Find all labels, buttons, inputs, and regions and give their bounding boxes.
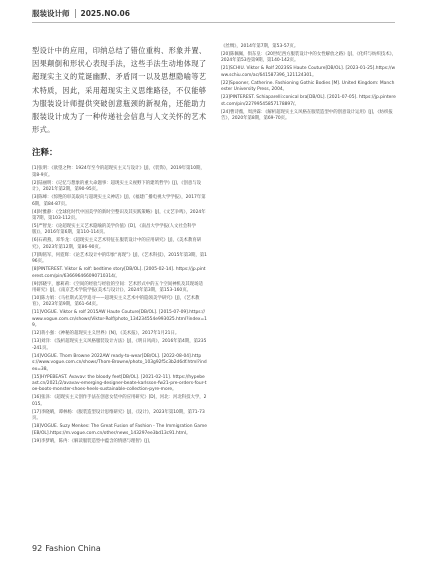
right-column (221, 44, 397, 124)
page-header (32, 6, 130, 20)
page-footer (32, 544, 101, 553)
reference-item: [12]蒋小强：《神秘的超现实主义世界》[N]，《美术报》，2017年1月21日。 (32, 331, 180, 337)
reference-item: [23]PINTEREST. Schiaparelli:conical bra[DB/OL]. [2021-07-05]. https://jp.pinterest.com/pin/22799545857178897/。 (221, 95, 396, 107)
reference-item: [10]陈力娟：《马杜斯式美学追寻——超现实主义艺术中的隐领美学研究》[J]，《艺术教育》，2023年第9期，第61-64页。 (32, 296, 200, 308)
body-paragraph: 型设计中的应用，印纳总结了错位重构、形象并置、因果颠倒和形状心表现手法，这些手法生动地体现了超现实主义的荒诞幽默、矛盾同一以及思想隐喻等艺术特质，因此，采用超现实主义思维路径，不仅能够为服装设计师提供突破创意瓶颈的新视角，还能助力服装设计成为了一种传递社会信息与人文关怀的艺术形式。 (32, 46, 207, 135)
reference-item: [22]Spooner, Catherine. Fashioning Gothic Bodies [M]. United Kingdom: Manchester University Press, 2004。 (221, 80, 395, 93)
reference-item: [19]李梦晴，陈冉：《解读服装造型中蕴含的情感与理智》[J]， (32, 438, 154, 444)
reference-item: [9]郭晓宇，廖莉莉：《空间的经验与经验的空间：艺术形式中的五个空间神机及其现场适用研究》[J]，《南京艺术学院学报(美术与设计)》，2024年第3期，第153-160页。 (32, 281, 203, 294)
reference-item: [7]陶铭军，何霓辉：《论艺术设计中的印象“再现”》[J]，《艺术科技》，2015年第3期，第196页。 (32, 252, 207, 265)
notes-heading: 注释： (32, 148, 58, 159)
reference-item: [14]VOGUE. Thom Browne 2022AW ready-to-wear[DB/OL]. [2022-08-04].https://www.vogue.com.cn/shows/Thom-Browne/photo_103g92f5c3b2d6df.html?index=38。 (32, 353, 207, 372)
reference-item: [2]陆丽明：《记忆与想象的重大命题事：超现实主义视野下的建筑哲学》[J]，《创意与设计》，2021年第2期，第90-95页。 (32, 180, 201, 193)
reference-item: [13]刘洋：《浅析超现实主义风格服装设计方法》[J]，《明日风尚》，2016年第4期，第235-241页。 (32, 339, 207, 351)
left-column (32, 44, 207, 447)
header-rule (32, 22, 395, 23)
reference-item: [1]张明：《欲望之物：1924年至今的超现实主义与设计》[J]，《装饰》，2019年第10期，第8-9页。 (32, 166, 205, 178)
reference-item: [21]SCHIU. Viktor & Rolf 2023SS Haute Couture[DB/OL]. [2023-01-25].https://www.schiu.com/ac/641587396_121124301。 (221, 66, 396, 78)
reference-item: [4]时雅静：《全球化时代中国美学的新时空整识及其实践策略》[J]，《文艺争鸣》，2024年第7期，第103-112页。 (32, 209, 206, 222)
footer-magazine-name: Fashion China (45, 544, 101, 553)
right-references (221, 44, 397, 122)
reference-item: [17]李晓晴，谭林杨：《服装造型设计思维研究》[J]，《设计》，2023年第10期，第71-73页。 (32, 409, 205, 422)
reference-item: [24]曹诗薇，周洪霖：《解析超现实主义风格在服装造型中的创意设计运用》[J]，《纺织报告》，2020年第8期，第69-70页。 (221, 109, 393, 122)
reference-item: [8]PINTEREST. Viktor & rolf: bedtime story[DB/OL]. [2005-02-14]. https://jp.pinterest.com/pin/636696466090710314/。 (32, 267, 206, 279)
reference-item: [16]张泽：《超现实主义创作手法在创意女装中的应用研究》[D]，河北：河北科技大学，2015。 (32, 395, 207, 407)
page-number: 92 (32, 544, 43, 553)
magazine-name: 服装设计师 (32, 8, 70, 18)
reference-item: [5]严智龙：《论超现实主义艺术隐喻的美学价值》[D]，《南昌大学学报(人文社会科学版)》，2016年第6期，第110-114页。 (32, 224, 197, 236)
issue-number: 2025.NO.06 (80, 8, 130, 18)
reference-item: [15]HYPEBEAST. Avavav: the bloody feet[DB/OL]. [2021-02-11]. https://hypebeast.cn/2021/2/avavav-emerging-designer-beate-karlsson-fw21-pre-orders-four-toe-boots-monster-shoes-heels-sustainable-collection-pyre-more。 (32, 374, 207, 393)
left-references (32, 166, 207, 445)
reference-item: [18]VOGUE. Suzy Menkes: The Great Fusion of Fashion - The Immigration Game[EB/OL].https://m.vogue.com.cn/other/news_143297ee3bd13c91.html。 (32, 424, 207, 436)
reference-item: [6]石莉燕，邓华龙：《超现实主义艺术特征在服装设计中的应用研究》[J]，《美术教育研究》，2023年第12期，第86-90页。 (32, 238, 201, 250)
reference-item: [11]VOGUE. Viktor & rolf 2015AW Haute Couture[DB/OL]. [2015-07-09].https://www.vogue.com.cn/shows/Viktor-Rolf/photo_134234554e993025.html?index=19。 (32, 310, 207, 329)
reference-item: 《丝绸》，2014年第7期，第53-57页。 (221, 44, 299, 49)
reference-item: [20]陈佩佩，俱东皇：《20世纪西方服装设计中的女性解放之路》[J]，《化纤与纺织技术》，2024年第53卷第9期，第140-142页。 (221, 52, 397, 64)
header-divider (75, 9, 76, 18)
reference-item: [3]陈峰：《惊艳的审美取向与超现实主义神话》[J]，《福建广播电视大学学报》，2017年第6期，第84-87页。 (32, 195, 206, 207)
